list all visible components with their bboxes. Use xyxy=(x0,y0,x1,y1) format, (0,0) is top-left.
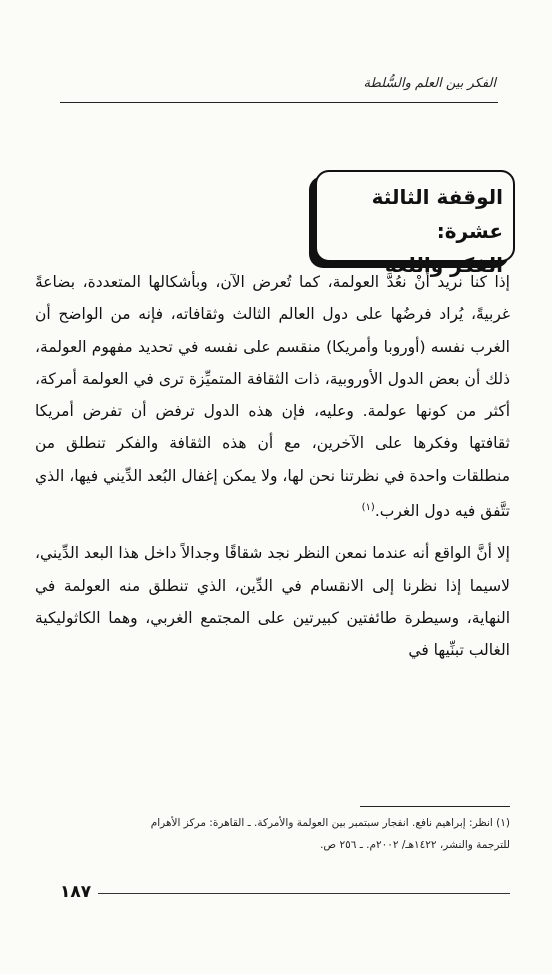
footnote-rule xyxy=(360,806,510,807)
paragraph-1 xyxy=(35,266,510,527)
section-title: الوقفة الثالثة عشرة: xyxy=(371,185,503,243)
running-head xyxy=(60,70,498,103)
footer-rule xyxy=(98,893,510,894)
footnote-ref: (١) xyxy=(361,502,375,514)
paragraph-2: إلا أنَّ الواقع أنه عندما نمعن النظر نجد شقاقًا وجدالاً داخل هذا البعد الدِّيني، لاسيما إذا نظرنا إلى الانقسام في الدِّين، الذي تنطلق منه العولمة في النهاية، وسيطرة طائفتين كبيرتين على المجتمع الغربي، وهما الكاثوليكية الغالب تبنِّيها في xyxy=(35,544,510,660)
page-number: ١٨٧ xyxy=(60,882,92,902)
footnote xyxy=(35,812,510,856)
section-subtitle: الفكر واللغة xyxy=(384,253,503,277)
paragraph-1-text: إذا كنا نريد أنْ نعُدَّ العولمة، كما تُعرض الآن، وبأشكالها المتعددة، بضاعةً غربيةً، يُراد فرضُها على دول العالم الثالث وثقافاته، فإنه من الواضح أن الغرب نفسه (أوروبا وأمريكا) منقسم على نفسه في تحديد مفهوم العولمة، ذلك أن بعض الدول الأوروبية، ذات الثقافة المتميِّزة ترى في العولمة أمركة، أكثر من كونها عولمة. وعليه، فإن هذه الدول ترفض أن تفرض أمريكا ثقافتها وفكرها على الآخرين، مع أن هذه الثقافة والفكر تنطلق من منطلقات واحدة في نظرتنا نحن لها، ولا يمكن إغفال البُعد الدِّيني فيها، الذي تتَّفق فيه دول الغرب. xyxy=(35,273,510,521)
body-text xyxy=(35,266,510,667)
running-head-text: الفكر بين العلم والسُّلطة xyxy=(363,76,496,91)
footnote-line-2: للترجمة والنشر، ١٤٢٢هـ/ ٢٠٠٢م. ـ ٢٥٦ ص. xyxy=(320,839,510,851)
section-title-box xyxy=(315,170,515,277)
footnote-line-1: (١) انظر: إبراهيم نافع. انفجار سبتمبر بين العولمة والأمركة. ـ القاهرة: مركز الأهرام xyxy=(150,817,510,829)
